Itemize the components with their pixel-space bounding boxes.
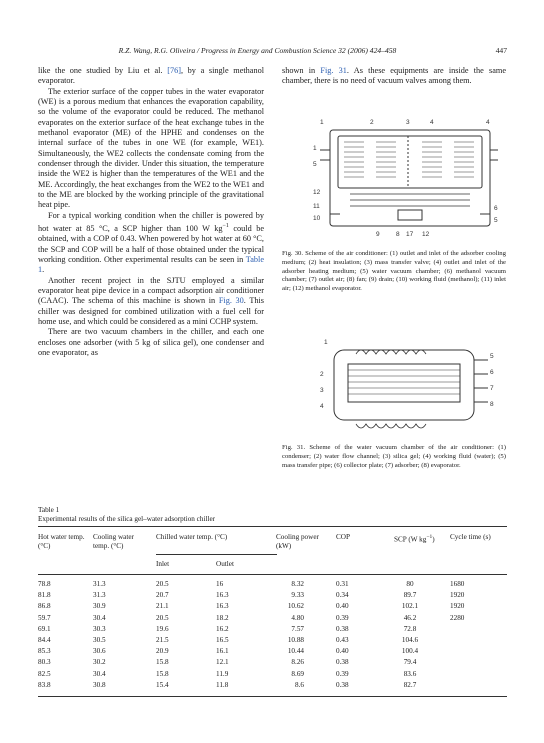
table-cell: 86.8 bbox=[38, 602, 51, 611]
header-cooling-power: Cooling power (kW) bbox=[276, 533, 319, 550]
table-cell: 20.5 bbox=[156, 613, 169, 622]
table-cell: 31.3 bbox=[93, 591, 106, 600]
table-cell: 82.5 bbox=[38, 669, 51, 678]
table-cell: 21.5 bbox=[156, 636, 169, 644]
svg-text:4: 4 bbox=[320, 403, 324, 410]
table-cell: 30.2 bbox=[93, 658, 106, 667]
table-cell: 21.1 bbox=[156, 602, 169, 611]
table-cell: 30.5 bbox=[93, 636, 106, 644]
table-cell: 81.8 bbox=[38, 591, 51, 600]
journal-citation: R.Z. Wang, R.G. Oliveira / Progress in Energy and Combustion Science 32 (2006) 424–458 bbox=[118, 46, 397, 55]
header-inlet: Inlet bbox=[156, 560, 170, 568]
table-cell: 16.1 bbox=[216, 647, 229, 656]
table-cell: 11.8 bbox=[216, 680, 229, 689]
table-cell: 31.3 bbox=[93, 580, 106, 588]
table-cell: 11.9 bbox=[216, 669, 229, 678]
chamber-shell bbox=[334, 350, 474, 420]
table-cell: 18.2 bbox=[216, 613, 229, 622]
table-cell: 80.3 bbox=[38, 658, 51, 667]
table-cell: 83.6 bbox=[403, 669, 417, 678]
right-column bbox=[282, 66, 506, 87]
svg-text:1: 1 bbox=[320, 119, 324, 126]
table-title: Table 1 bbox=[38, 506, 60, 514]
table-cell: 83.8 bbox=[38, 680, 51, 689]
svg-text:6: 6 bbox=[490, 369, 494, 376]
reference-link[interactable]: [76] bbox=[167, 66, 181, 75]
coil-right-2 bbox=[454, 142, 474, 177]
svg-text:5: 5 bbox=[490, 353, 494, 360]
table-cell: 8.26 bbox=[291, 658, 304, 667]
table-cell: 84.4 bbox=[38, 636, 51, 644]
evaporator-tubes bbox=[350, 194, 470, 206]
left-column bbox=[38, 66, 264, 358]
water-flow-channels bbox=[348, 370, 460, 394]
svg-text:12: 12 bbox=[313, 189, 321, 196]
table-cell: 0.43 bbox=[336, 636, 349, 644]
table-cell: 79.4 bbox=[403, 658, 417, 667]
table-cell: 0.39 bbox=[336, 669, 349, 678]
header-hot-water: Hot water temp. (°C) bbox=[38, 533, 85, 550]
svg-text:10: 10 bbox=[313, 215, 321, 222]
svg-text:3: 3 bbox=[406, 119, 410, 126]
table-cell: 10.62 bbox=[287, 602, 304, 611]
svg-text:4: 4 bbox=[430, 119, 434, 126]
table-cell: 7.57 bbox=[291, 624, 304, 633]
table-cell: 15.4 bbox=[156, 680, 169, 689]
table-cell: 80 bbox=[406, 580, 414, 588]
table-cell: 16.2 bbox=[216, 624, 229, 633]
table-cell: 30.9 bbox=[93, 602, 106, 611]
outer-casing bbox=[330, 130, 490, 226]
figure-31-caption: Fig. 31. Scheme of the water vacuum chamber of the air conditioner: (1) condenser; (2) water flow channel; (3) silica gel; (4) working fluid (water); (5) mass transfer pipe; (6) collector plate; (7) adsorber; (8) evaporator. bbox=[282, 444, 506, 469]
table-1 bbox=[38, 506, 507, 689]
table-cell: 78.8 bbox=[38, 580, 51, 588]
table-cell: 9.33 bbox=[291, 591, 304, 600]
paragraph: Another recent project in the SJTU employed a similar evaporator heat pipe device in a compact adsorption air conditioner (CAAC). The schema of this machine is shown in Fig. 30. This chiller was designed for combined utilization with a fuel cell for home use, and which could be considered as a mini CCHP system. bbox=[38, 275, 264, 326]
table-cell: 30.4 bbox=[93, 669, 106, 678]
svg-text:2: 2 bbox=[370, 119, 374, 126]
header-cycle-time: Cycle time (s) bbox=[450, 533, 491, 541]
header-sub-rule bbox=[156, 554, 277, 555]
figure-link[interactable]: Fig. 30 bbox=[218, 296, 244, 306]
paragraph: The exterior surface of the copper tubes in the water evaporator (WE) is a porous medium that enhances the evaporation capability, so the volume of the evaporator could be reduced. The methanol evaporates on the exterior surface of the heat exchange tubes in the methanol evaporator (ME) of the HPHE and condenses on the internal surface of the tubes in one WE (for example, WE1). Simultaneously, the WE2 collects the condensate coming from the condenser through the divider. Under this situation, the temperature inside the WE2 is higher than the temperatures of the WE1 and the ME. Accordingly, the heat exchanges from the WE2 to the WE1 and to the ME are blocked by the working principle of the gravitational heat pipe. bbox=[38, 86, 264, 210]
paragraph: There are two vacuum chambers in the chiller, and each one encloses one adsorber (with 5 kg of silica gel), one condenser and one evaporator, as bbox=[38, 327, 264, 358]
svg-text:7: 7 bbox=[490, 385, 494, 392]
table-cell: 0.38 bbox=[336, 680, 349, 689]
table-link[interactable]: Table 1 bbox=[38, 254, 264, 275]
svg-text:1: 1 bbox=[324, 339, 328, 346]
svg-text:1: 1 bbox=[313, 145, 317, 152]
cooling-ports bbox=[320, 150, 498, 160]
table-bottom-rule bbox=[38, 696, 507, 697]
svg-text:8: 8 bbox=[396, 231, 400, 238]
table-cell: 16 bbox=[216, 580, 224, 588]
table-cell: 89.7 bbox=[403, 591, 417, 600]
table-cell: 16.5 bbox=[216, 636, 229, 644]
table-cell: 0.38 bbox=[336, 658, 349, 667]
svg-text:6: 6 bbox=[494, 205, 498, 212]
table-cell: 0.38 bbox=[336, 624, 349, 633]
table-cell: 2280 bbox=[450, 613, 465, 622]
paragraph: shown in Fig. 31. As these equipments are inside the same chamber, there is no need of vacuum valves among them. bbox=[282, 66, 506, 86]
table-cell: 72.8 bbox=[403, 624, 417, 633]
table-cell: 100.4 bbox=[401, 647, 419, 656]
table-cell: 0.31 bbox=[336, 580, 349, 588]
table-cell: 104.6 bbox=[401, 636, 419, 644]
table-subtitle: Experimental results of the silica gel–water adsorption chiller bbox=[38, 515, 216, 524]
svg-text:11: 11 bbox=[313, 203, 320, 210]
table-cell: 20.5 bbox=[156, 580, 169, 588]
water-vacuum-chamber-schematic bbox=[312, 330, 502, 436]
table-cell: 10.44 bbox=[287, 647, 304, 656]
header-chilled-water: Chilled water temp. (°C) bbox=[156, 533, 228, 541]
condenser-coil bbox=[356, 350, 426, 354]
svg-text:12: 12 bbox=[422, 231, 430, 238]
table-cell: 12.1 bbox=[216, 658, 229, 667]
table-cell: 69.1 bbox=[38, 624, 51, 633]
coil-right bbox=[422, 142, 442, 177]
svg-text:2: 2 bbox=[320, 371, 324, 378]
table-cell: 15.8 bbox=[156, 669, 169, 678]
evaporator-coil bbox=[356, 424, 426, 428]
table-cell: 19.6 bbox=[156, 624, 169, 633]
table-cell: 20.7 bbox=[156, 591, 169, 600]
svg-text:3: 3 bbox=[320, 387, 324, 394]
svg-text:8: 8 bbox=[490, 401, 494, 408]
table-cell: 8.32 bbox=[291, 580, 304, 588]
table-cell: 0.34 bbox=[336, 591, 349, 600]
table-cell: 85.3 bbox=[38, 647, 51, 656]
table-cell: 15.8 bbox=[156, 658, 169, 667]
figure-30 bbox=[310, 110, 500, 246]
table-cell: 46.2 bbox=[403, 613, 417, 622]
table-cell: 1920 bbox=[450, 602, 465, 611]
paragraph: like the one studied by Liu et al. [76], by a single methanol evaporator. bbox=[38, 66, 264, 86]
table-cell: 30.4 bbox=[93, 613, 106, 622]
table-cell: 10.88 bbox=[287, 636, 304, 644]
coil-left bbox=[344, 142, 364, 177]
air-conditioner-schematic bbox=[310, 110, 500, 246]
figure-31 bbox=[312, 330, 502, 436]
table-cell: 16.3 bbox=[216, 591, 229, 600]
paragraph: For a typical working condition when the chiller is powered by hot water at 85 °C, a SCP higher than 100 W $kg^{-1}$ could be obtained, with a COP of 0.43. When powered by hot water at 60 °C, the SCP and COP will be a half of those obtained under the typical working condition. Other experimental results can be seen in Table 1. bbox=[38, 210, 264, 275]
fan-box bbox=[398, 210, 422, 220]
table-cell: 0.39 bbox=[336, 613, 349, 622]
svg-text:4: 4 bbox=[486, 119, 490, 126]
table-header-rule bbox=[38, 574, 507, 575]
svg-text:9: 9 bbox=[376, 231, 380, 238]
header-cooling-water: Cooling water temp. (°C) bbox=[93, 533, 134, 550]
svg-text:5: 5 bbox=[494, 217, 498, 224]
svg-text:17: 17 bbox=[406, 231, 414, 238]
table-top-rule bbox=[38, 526, 507, 527]
figure-link[interactable]: Fig. 31 bbox=[320, 66, 347, 75]
figure-30-caption: Fig. 30. Scheme of the air conditioner: (1) outlet and inlet of the adsorber cooling medium; (2) heat insulation; (3) mass transfer valve; (4) outlet and inlet of the adsorber heating medium; (5) water vacuum chamber; (6) methanol vacuum chamber; (7) outlet air; (8) fan; (9) drain; (10) working fluid (methanol); (11) inlet air; (12) methanol evaporator. bbox=[282, 250, 506, 293]
coil-left-2 bbox=[376, 142, 396, 177]
table-cell: 8.6 bbox=[295, 680, 304, 689]
table-cell: 4.80 bbox=[291, 613, 304, 622]
header-cop: COP bbox=[336, 533, 350, 541]
table-cell: 102.1 bbox=[401, 602, 419, 611]
table-cell: 0.40 bbox=[336, 647, 349, 656]
table-cell: 20.9 bbox=[156, 647, 169, 656]
table-cell: 59.7 bbox=[38, 613, 51, 622]
table-cell: 8.69 bbox=[291, 669, 304, 678]
page-number: 447 bbox=[495, 46, 507, 55]
table-cell: 30.3 bbox=[93, 624, 106, 633]
table-cell: 30.6 bbox=[93, 647, 106, 656]
table-cell: 30.8 bbox=[93, 680, 106, 689]
header-outlet: Outlet bbox=[216, 560, 234, 568]
table-cell: 0.40 bbox=[336, 602, 349, 611]
table-cell: 1680 bbox=[450, 580, 465, 588]
header-scp: SCP (W $kg^{-1}$) bbox=[394, 534, 435, 544]
svg-text:5: 5 bbox=[313, 161, 317, 168]
table-cell: 1920 bbox=[450, 591, 465, 600]
table-cell: 16.3 bbox=[216, 602, 229, 611]
table-cell: 82.7 bbox=[403, 680, 417, 689]
side-ports bbox=[474, 360, 488, 402]
